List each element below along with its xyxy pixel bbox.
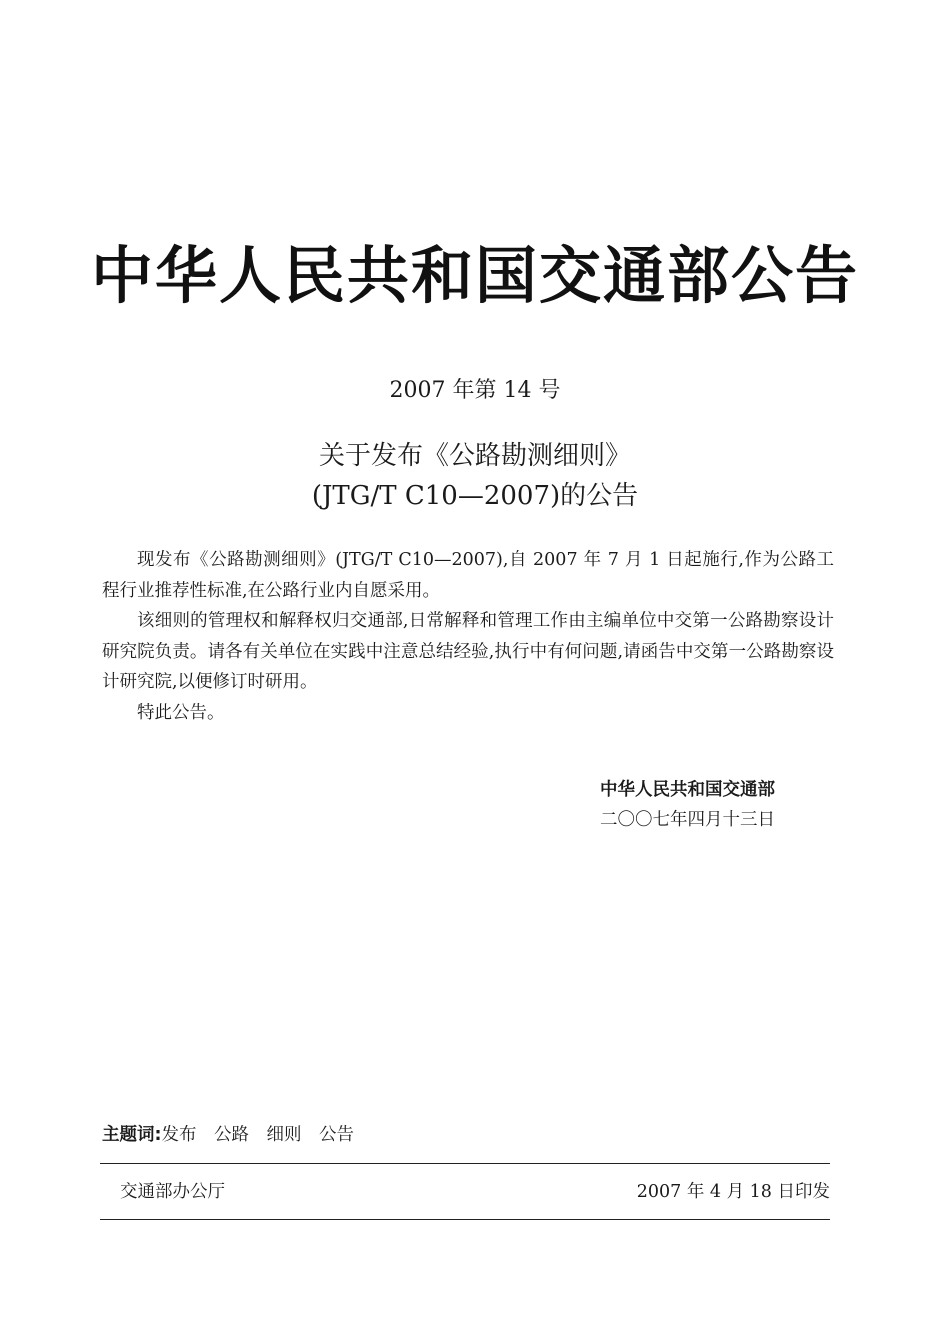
signature-date: 二〇〇七年四月十三日 [600, 810, 775, 830]
notice-body [102, 545, 834, 728]
keywords-label: 主题词: [102, 1125, 162, 1145]
keywords-line [102, 1121, 354, 1149]
footer-divider-bottom [100, 1219, 830, 1220]
document-number: 2007 年第 14 号 [389, 378, 561, 403]
notice-title [0, 436, 950, 516]
body-paragraph-2: 该细则的管理权和解释权归交通部,日常解释和管理工作由主编单位中交第一公路勘察设计研究院负责。请各有关单位在实践中注意总结经验,执行中有何问题,请函告中交第一公路勘察设计研究院,以便修订时研用。 [102, 611, 834, 692]
footer-print-date: 2007 年 4 月 18 日印发 [636, 1182, 830, 1202]
page-title: 中华人民共和国交通部公告 [90, 239, 859, 312]
body-paragraph-1: 现发布《公路勘测细则》(JTG/T C10—2007),自 2007 年 7 月 1 日起施行,作为公路工程行业推荐性标准,在公路行业内自愿采用。 [102, 550, 834, 601]
signature-organization: 中华人民共和国交通部 [600, 780, 775, 800]
notice-title-line-1: 关于发布《公路勘测细则》 [318, 441, 631, 471]
body-paragraph-3: 特此公告。 [137, 702, 225, 723]
keywords-terms: 发布 公路 细则 公告 [161, 1125, 354, 1145]
notice-title-line-2: (JTG/T C10—2007)的公告 [311, 481, 639, 511]
signature-block [600, 775, 775, 835]
footer-divider-top [100, 1163, 830, 1164]
footer-issuer: 交通部办公厅 [120, 1182, 225, 1202]
